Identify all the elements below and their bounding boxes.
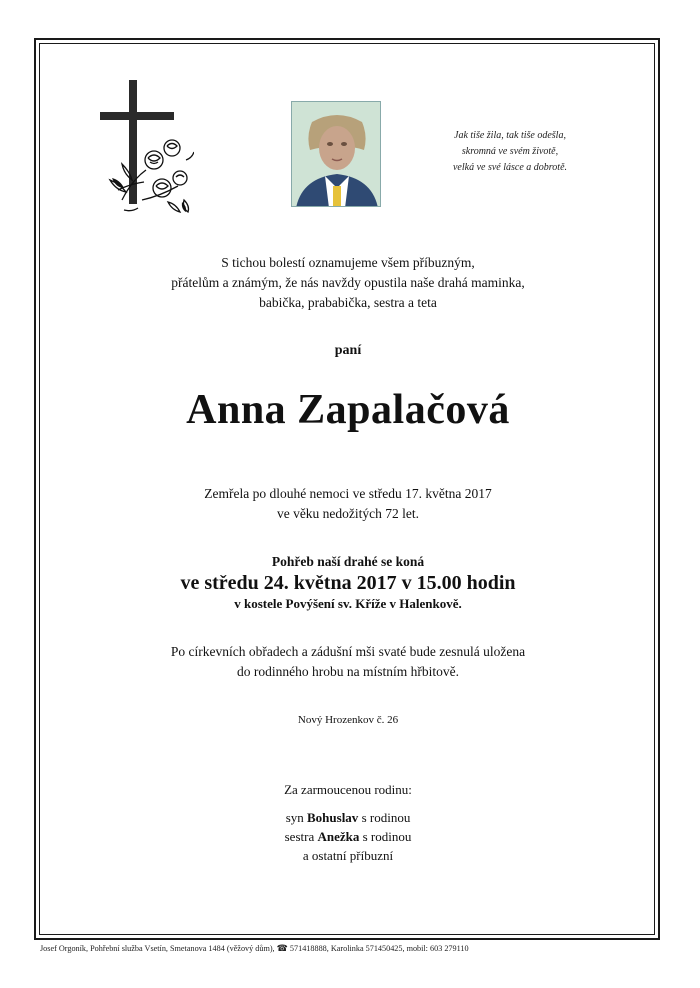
- intro-line: přátelům a známým, že nás navždy opustila naše drahá maminka,: [171, 275, 525, 290]
- funeral-place: v kostele Povýšení sv. Kříže v Halenkově.: [234, 596, 462, 611]
- family-signature: [40, 780, 656, 865]
- poem-verse: [420, 128, 600, 176]
- footer-contacts: 571418888, Karolinka 571450425, mobil: 603 279110: [289, 944, 469, 953]
- family-line: [40, 827, 656, 846]
- death-notice: [40, 484, 656, 524]
- burial-line: Po církevních obřadech a zádušní mši svaté bude zesnulá uložena: [170, 644, 526, 659]
- family-relation: syn: [285, 810, 304, 825]
- footer-contact: [40, 943, 660, 954]
- poem-line: skromná ve svém životě,: [461, 146, 559, 157]
- cross-with-roses-icon: [98, 80, 194, 216]
- family-line: [40, 808, 656, 827]
- burial-notice: [40, 642, 656, 682]
- family-member-name: Anežka: [317, 829, 360, 844]
- family-relation: sestra: [284, 829, 315, 844]
- family-suffix: s rodinou: [361, 810, 411, 825]
- family-line: a ostatní příbuzní: [302, 848, 394, 863]
- intro-line: S tichou bolestí oznamujeme všem příbuzným,: [221, 255, 475, 270]
- burial-line: do rodinného hrobu na místním hřbitově.: [237, 664, 459, 679]
- family-suffix: s rodinou: [362, 829, 412, 844]
- family-member-name: Bohuslav: [307, 810, 359, 825]
- intro-line: babička, prababička, sestra a teta: [259, 295, 437, 310]
- address: Nový Hrozenkov č. 26: [297, 714, 399, 726]
- telephone-icon: ☎: [276, 943, 288, 953]
- funeral-lead: Pohřeb naší drahé se koná: [271, 554, 425, 569]
- portrait-photo: [291, 101, 381, 207]
- announcement-intro: [40, 253, 656, 313]
- poem-line: velká ve své lásce a dobrotě.: [452, 162, 568, 173]
- footer-text: Josef Orgoník, Pohřební služba Vsetín, Smetanova 1484 (věžový dům),: [40, 944, 275, 953]
- salutation: paní: [334, 343, 362, 358]
- funeral-date: ve středu 24. května 2017 v 15.00 hodin: [180, 572, 516, 594]
- death-line: ve věku nedožitých 72 let.: [276, 506, 420, 521]
- death-line: Zemřela po dlouhé nemoci ve středu 17. května 2017: [204, 486, 492, 501]
- family-header: Za zarmoucenou rodinu:: [284, 782, 412, 797]
- deceased-name: Anna Zapalačová: [186, 387, 510, 433]
- poem-line: Jak tiše žila, tak tiše odešla,: [454, 130, 566, 141]
